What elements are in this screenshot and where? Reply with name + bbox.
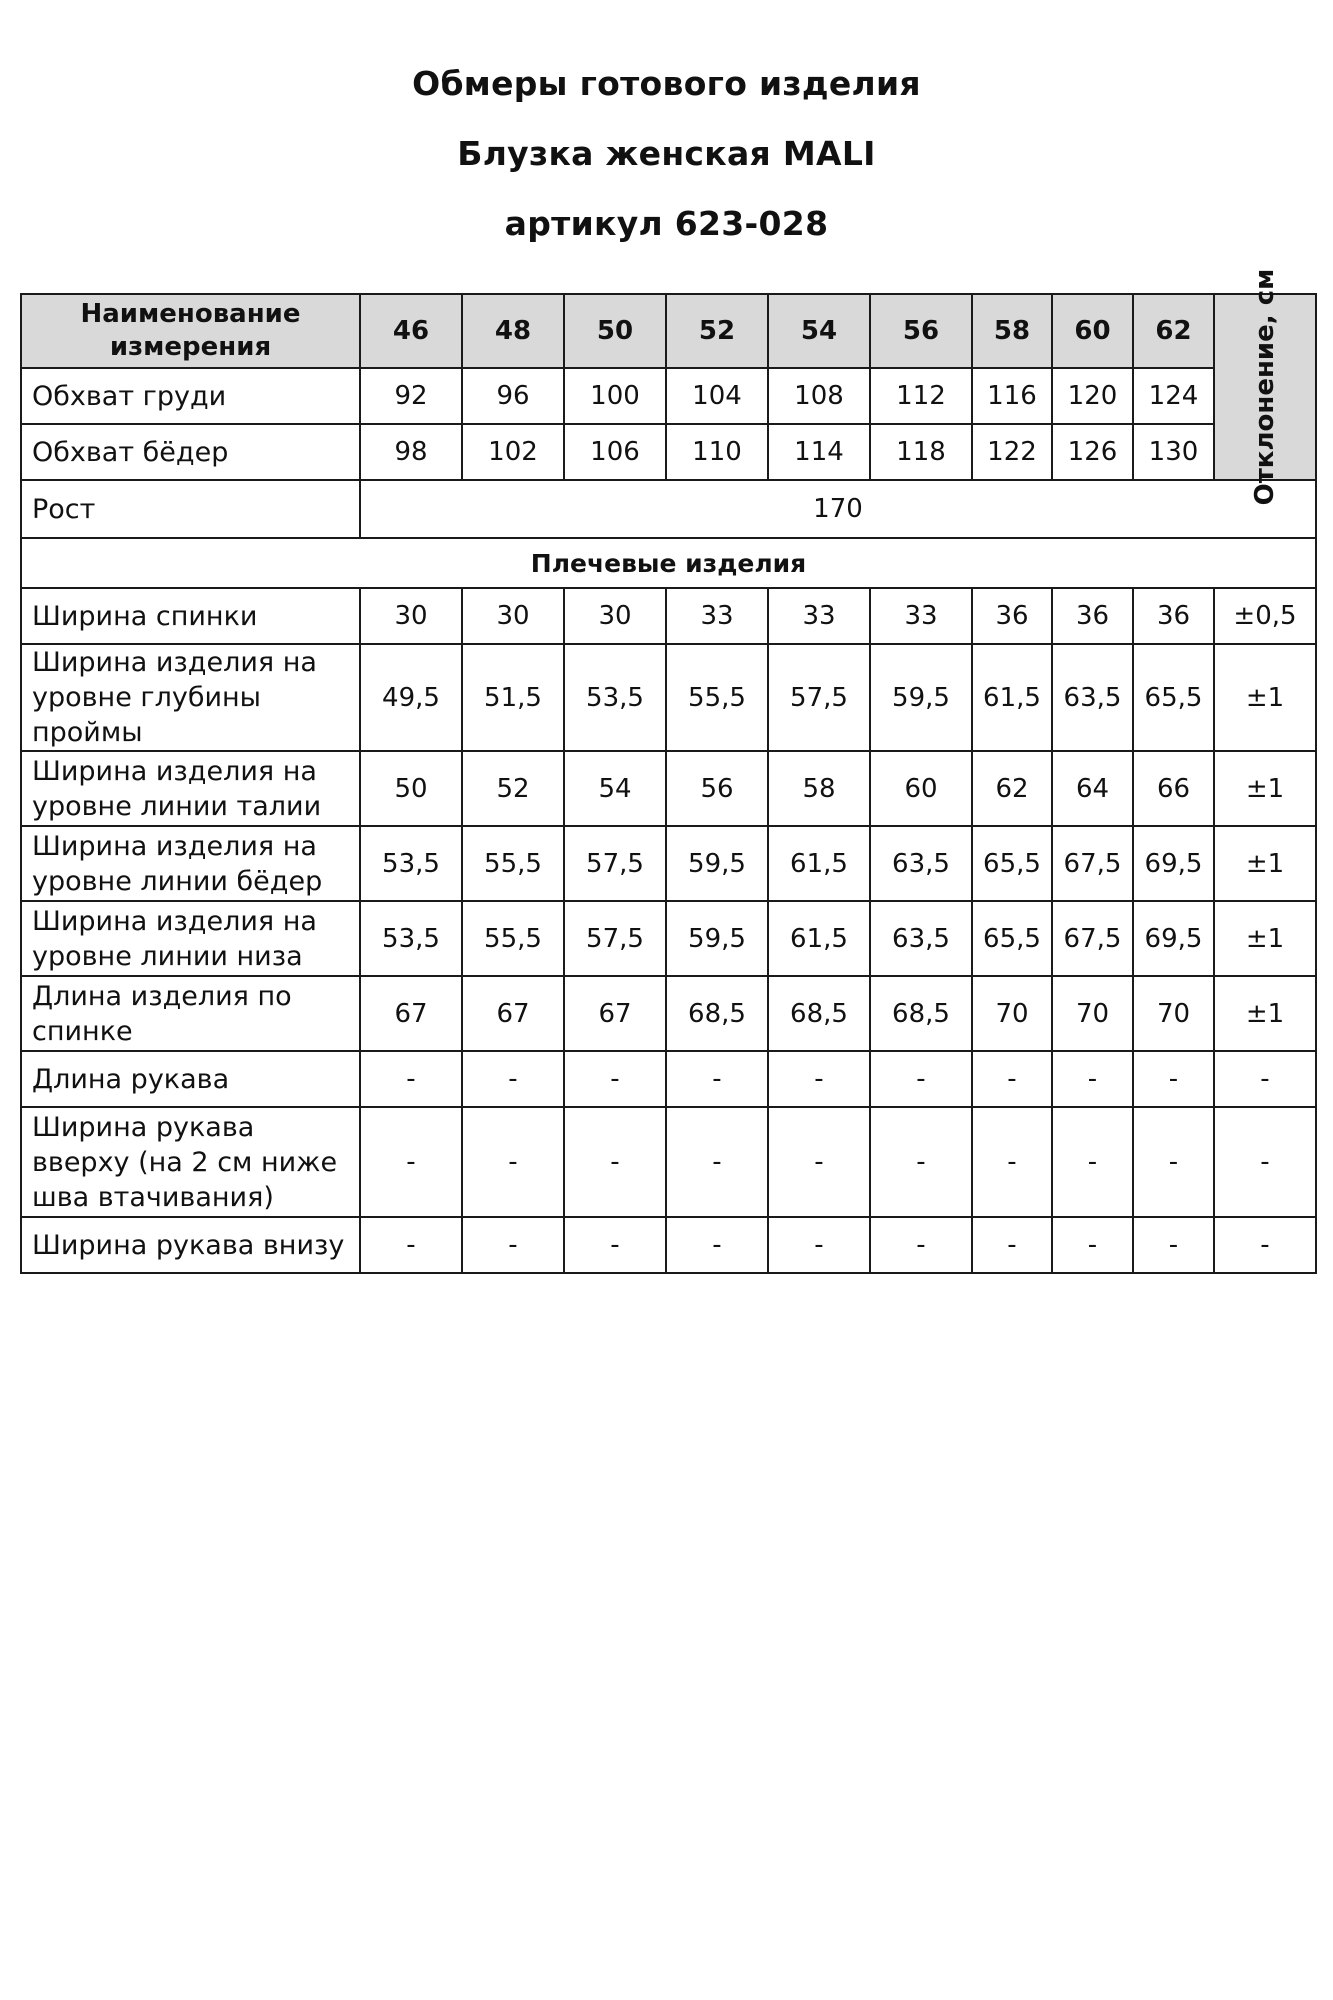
measurement-value: - — [666, 1107, 768, 1217]
measurement-value: 92 — [360, 368, 462, 424]
measurement-value: - — [564, 1051, 666, 1107]
measurement-value: - — [462, 1107, 564, 1217]
deviation-value: ±1 — [1214, 751, 1316, 826]
table-row — [21, 826, 1316, 901]
header-row — [21, 294, 1316, 368]
size-header: 56 — [870, 294, 972, 368]
measurement-value: 50 — [360, 751, 462, 826]
deviation-value: ±1 — [1214, 901, 1316, 976]
measurement-value: 61,5 — [768, 826, 870, 901]
size-header: 62 — [1133, 294, 1214, 368]
measurement-value: 53,5 — [360, 826, 462, 901]
measurement-value: - — [870, 1051, 972, 1107]
section-row — [21, 538, 1316, 588]
measurement-value: 59,5 — [666, 901, 768, 976]
measurement-value: - — [870, 1107, 972, 1217]
measurement-value: - — [360, 1107, 462, 1217]
deviation-value: - — [1214, 1051, 1316, 1107]
size-header: 48 — [462, 294, 564, 368]
deviation-header — [1214, 268, 1316, 506]
measurement-value: - — [1133, 1107, 1214, 1217]
measurement-value: 36 — [1133, 588, 1214, 644]
table-row — [21, 1051, 1316, 1107]
section-title: Плечевые изделия — [21, 538, 1316, 588]
measurement-name: Ширина изделия на уровне глубины проймы — [21, 644, 360, 751]
measurement-name-header: Наименование измерения — [21, 294, 360, 368]
measurement-value: 61,5 — [768, 901, 870, 976]
measurement-value: 63,5 — [870, 901, 972, 976]
table-row — [21, 1107, 1316, 1217]
measurement-name: Ширина рукава внизу — [21, 1217, 360, 1273]
measurement-value: 110 — [666, 424, 768, 480]
measurement-value: - — [360, 1051, 462, 1107]
measurement-value: 69,5 — [1133, 826, 1214, 901]
measurement-value: 68,5 — [768, 976, 870, 1051]
measurement-value: 33 — [666, 588, 768, 644]
measurement-value: 124 — [1133, 368, 1214, 424]
measurement-value: 104 — [666, 368, 768, 424]
measurement-value: 56 — [666, 751, 768, 826]
measurement-value: 122 — [972, 424, 1052, 480]
measurement-value: 57,5 — [564, 826, 666, 901]
measurement-value: 63,5 — [1052, 644, 1133, 751]
measurement-value: 53,5 — [360, 901, 462, 976]
measurement-value: 57,5 — [768, 644, 870, 751]
measurement-value: - — [564, 1107, 666, 1217]
measurement-value: 52 — [462, 751, 564, 826]
measurement-value: 114 — [768, 424, 870, 480]
measurement-value: 51,5 — [462, 644, 564, 751]
size-header: 52 — [666, 294, 768, 368]
measurement-value: 64 — [1052, 751, 1133, 826]
measurement-value: - — [462, 1051, 564, 1107]
table-row — [21, 976, 1316, 1051]
table-row — [21, 424, 1316, 480]
measurement-value: 108 — [768, 368, 870, 424]
deviation-value: ±1 — [1214, 826, 1316, 901]
size-chart-table — [20, 268, 1317, 1274]
measurement-value: 120 — [1052, 368, 1133, 424]
measurement-value: 116 — [972, 368, 1052, 424]
height-value: 170 — [360, 480, 1316, 538]
measurement-value: - — [1133, 1217, 1214, 1273]
measurement-name: Обхват груди — [21, 368, 360, 424]
measurement-value: - — [564, 1217, 666, 1273]
measurement-value: 112 — [870, 368, 972, 424]
deviation-value: ±0,5 — [1214, 588, 1316, 644]
measurement-value: - — [972, 1051, 1052, 1107]
measurement-name: Ширина изделия на уровне линии бёдер — [21, 826, 360, 901]
measurement-value: 67,5 — [1052, 901, 1133, 976]
measurement-value: - — [666, 1051, 768, 1107]
measurement-value: 59,5 — [870, 644, 972, 751]
measurement-value: 98 — [360, 424, 462, 480]
size-header: 60 — [1052, 294, 1133, 368]
measurement-value: 33 — [870, 588, 972, 644]
measurement-value: 62 — [972, 751, 1052, 826]
table-row — [21, 901, 1316, 976]
measurement-value: 49,5 — [360, 644, 462, 751]
measurement-value: 58 — [768, 751, 870, 826]
measurement-name: Длина рукава — [21, 1051, 360, 1107]
measurement-value: 53,5 — [564, 644, 666, 751]
measurement-value: 59,5 — [666, 826, 768, 901]
measurement-value: 57,5 — [564, 901, 666, 976]
measurement-value: 68,5 — [870, 976, 972, 1051]
size-header: 58 — [972, 294, 1052, 368]
measurement-value: 100 — [564, 368, 666, 424]
measurement-value: 61,5 — [972, 644, 1052, 751]
measurement-value: - — [768, 1051, 870, 1107]
measurement-value: 66 — [1133, 751, 1214, 826]
measurement-value: 30 — [462, 588, 564, 644]
measurement-value: 60 — [870, 751, 972, 826]
size-header: 54 — [768, 294, 870, 368]
measurement-value: 69,5 — [1133, 901, 1214, 976]
measurement-value: 118 — [870, 424, 972, 480]
measurement-value: 36 — [1052, 588, 1133, 644]
deviation-value: ±1 — [1214, 976, 1316, 1051]
measurement-value: 65,5 — [972, 901, 1052, 976]
table-row — [21, 644, 1316, 751]
measurement-value: 67,5 — [1052, 826, 1133, 901]
measurement-name: Ширина изделия на уровне линии низа — [21, 901, 360, 976]
measurement-value: 54 — [564, 751, 666, 826]
measurement-name: Ширина изделия на уровне линии талии — [21, 751, 360, 826]
deviation-value: ±1 — [1214, 644, 1316, 751]
measurement-value: 63,5 — [870, 826, 972, 901]
measurement-value: - — [972, 1217, 1052, 1273]
table-row — [21, 368, 1316, 424]
size-header: 50 — [564, 294, 666, 368]
size-header: 46 — [360, 294, 462, 368]
deviation-header-label: Отклонение, см — [1250, 268, 1280, 506]
measurement-value: 55,5 — [666, 644, 768, 751]
measurement-value: - — [462, 1217, 564, 1273]
measurement-value: 70 — [1133, 976, 1214, 1051]
deviation-value: - — [1214, 1107, 1316, 1217]
measurement-value: - — [768, 1107, 870, 1217]
document-heading — [0, 66, 1333, 276]
measurement-value: 67 — [462, 976, 564, 1051]
measurement-value: 36 — [972, 588, 1052, 644]
measurement-value: 130 — [1133, 424, 1214, 480]
measurement-value: 96 — [462, 368, 564, 424]
article-number: артикул 623-028 — [504, 204, 829, 243]
table-row — [21, 751, 1316, 826]
measurement-value: 30 — [360, 588, 462, 644]
table-row — [21, 1217, 1316, 1273]
measurement-value: 30 — [564, 588, 666, 644]
product-name: Блузка женская MALI — [457, 134, 876, 173]
measurement-value: 55,5 — [462, 901, 564, 976]
measurement-value: - — [1052, 1051, 1133, 1107]
measurement-name: Обхват бёдер — [21, 424, 360, 480]
measurement-name: Длина изделия по спинке — [21, 976, 360, 1051]
measurement-value: - — [768, 1217, 870, 1273]
document-title: Обмеры готового изделия — [412, 64, 921, 103]
measurement-name: Ширина спинки — [21, 588, 360, 644]
measurement-value: 67 — [360, 976, 462, 1051]
measurement-value: - — [666, 1217, 768, 1273]
measurement-value: 70 — [1052, 976, 1133, 1051]
measurement-value: 68,5 — [666, 976, 768, 1051]
measurement-value: 67 — [564, 976, 666, 1051]
measurement-value: - — [1052, 1107, 1133, 1217]
measurement-value: - — [360, 1217, 462, 1273]
measurement-value: - — [1133, 1051, 1214, 1107]
measurement-value: 126 — [1052, 424, 1133, 480]
measurement-value: 70 — [972, 976, 1052, 1051]
measurement-value: 33 — [768, 588, 870, 644]
measurement-value: 65,5 — [972, 826, 1052, 901]
table-row — [21, 588, 1316, 644]
measurement-value: - — [870, 1217, 972, 1273]
deviation-value: - — [1214, 1217, 1316, 1273]
measurement-value: 65,5 — [1133, 644, 1214, 751]
measurement-value: 102 — [462, 424, 564, 480]
measurement-value: - — [1052, 1217, 1133, 1273]
height-label: Рост — [21, 480, 360, 538]
measurement-value: - — [972, 1107, 1052, 1217]
height-row — [21, 480, 1316, 538]
measurement-value: 55,5 — [462, 826, 564, 901]
measurement-name: Ширина рукава вверху (на 2 см ниже шва втачивания) — [21, 1107, 360, 1217]
measurement-value: 106 — [564, 424, 666, 480]
